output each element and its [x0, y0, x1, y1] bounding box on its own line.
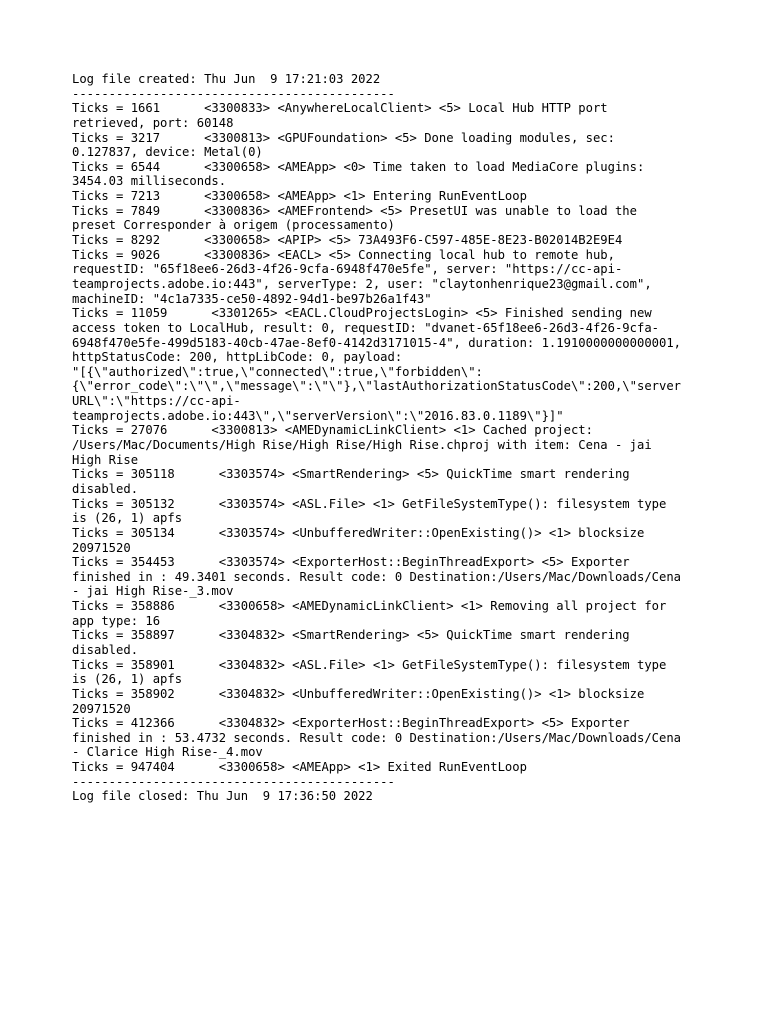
log-line: machineID: "4c1a7335-ce50-4892-94d1-be97b26a1f43" [72, 291, 432, 306]
log-line: Ticks = 305132 <3303574> <ASL.File> <1> GetFileSystemType(): filesystem type [72, 496, 667, 511]
log-line: httpStatusCode: 200, httpLibCode: 0, payload: [72, 350, 403, 365]
log-line: /Users/Mac/Documents/High Rise/High Rise/High Rise.chproj with item: Cena - jai [72, 438, 652, 453]
log-line: Ticks = 358902 <3304832> <UnbufferedWriter::OpenExisting()> <1> blocksize [72, 686, 645, 701]
log-line: preset Corresponder à origem (processamento) [72, 218, 395, 233]
log-line: Ticks = 305118 <3303574> <SmartRendering> <5> QuickTime smart rendering [72, 467, 630, 482]
log-line: Ticks = 3217 <3300813> <GPUFoundation> <5> Done loading modules, sec: [72, 130, 615, 145]
log-line: Ticks = 7213 <3300658> <AMEApp> <1> Entering RunEventLoop [72, 189, 527, 204]
log-line: finished in : 49.3401 seconds. Result code: 0 Destination:/Users/Mac/Downloads/Cena [72, 569, 682, 584]
log-line: Ticks = 7849 <3300836> <AMEFrontend> <5> PresetUI was unable to load the [72, 203, 637, 218]
log-line: 20971520 [72, 540, 131, 555]
log-line: 6948f470e5fe-499d5183-40cb-47ae-8ef0-4142d3171015-4", duration: 1.1910000000000001, [72, 335, 682, 350]
log-line: Ticks = 6544 <3300658> <AMEApp> <0> Time taken to load MediaCore plugins: [72, 159, 645, 174]
log-line: Ticks = 358886 <3300658> <AMEDynamicLinkClient> <1> Removing all project for [72, 599, 667, 614]
log-lines [72, 101, 702, 774]
log-line: finished in : 53.4732 seconds. Result code: 0 Destination:/Users/Mac/Downloads/Cena [72, 730, 682, 745]
log-line: Ticks = 358897 <3304832> <SmartRendering> <5> QuickTime smart rendering [72, 628, 630, 643]
log-line: High Rise [72, 452, 139, 467]
separator-top: -------------------------------------------- [72, 86, 395, 101]
log-line: is (26, 1) apfs [72, 672, 183, 687]
log-line: URL\":\"https://cc-api- [72, 394, 241, 409]
log-line: Ticks = 947404 <3300658> <AMEApp> <1> Exited RunEventLoop [72, 760, 527, 775]
log-line: is (26, 1) apfs [72, 511, 183, 526]
log-line: access token to LocalHub, result: 0, requestID: "dvanet-65f18ee6-26d3-4f26-9cfa- [72, 320, 659, 335]
log-header: Log file created: Thu Jun 9 17:21:03 2022 [72, 72, 381, 86]
log-line: teamprojects.adobe.io:443\",\"serverVersion\":\"2016.83.0.1189\"}]" [72, 408, 564, 423]
log-line: - jai High Rise-_3.mov [72, 584, 234, 599]
log-line: Ticks = 1661 <3300833> <AnywhereLocalClient> <5> Local Hub HTTP port [72, 101, 608, 116]
log-line: Ticks = 358901 <3304832> <ASL.File> <1> GetFileSystemType(): filesystem type [72, 657, 667, 672]
log-line: Ticks = 27076 <3300813> <AMEDynamicLinkClient> <1> Cached project: [72, 423, 593, 438]
log-line: Ticks = 305134 <3303574> <UnbufferedWriter::OpenExisting()> <1> blocksize [72, 525, 645, 540]
log-line: Ticks = 412366 <3304832> <ExporterHost::BeginThreadExport> <5> Exporter [72, 716, 630, 731]
log-line: Ticks = 9026 <3300836> <EACL> <5> Connecting local hub to remote hub, [72, 247, 615, 262]
log-line: Ticks = 11059 <3301265> <EACL.CloudProjectsLogin> <5> Finished sending new [72, 306, 652, 321]
separator-bottom: -------------------------------------------- [72, 774, 395, 789]
log-line: 0.127837, device: Metal(0) [72, 145, 263, 160]
log-line: teamprojects.adobe.io:443", serverType: 2, user: "claytonhenrique23@gmail.com", [72, 276, 652, 291]
log-document [72, 72, 702, 804]
log-line: disabled. [72, 642, 139, 657]
log-line: 3454.03 milliseconds. [72, 174, 227, 189]
log-line: Ticks = 354453 <3303574> <ExporterHost::BeginThreadExport> <5> Exporter [72, 555, 630, 570]
log-line: retrieved, port: 60148 [72, 115, 234, 130]
log-line: disabled. [72, 481, 139, 496]
log-line: 20971520 [72, 701, 131, 716]
log-line: - Clarice High Rise-_4.mov [72, 745, 263, 760]
log-line: requestID: "65f18ee6-26d3-4f26-9cfa-6948f470e5fe", server: "https://cc-api- [72, 262, 623, 277]
log-line: "[{\"authorized\":true,\"connected\":true,\"forbidden\": [72, 364, 483, 379]
log-line: app type: 16 [72, 613, 161, 628]
log-line: Ticks = 8292 <3300658> <APIP> <5> 73A493F6-C597-485E-8E23-B02014B2E9E4 [72, 233, 623, 248]
log-line: {\"error_code\":\"\",\"message\":\"\"},\"lastAuthorizationStatusCode\":200,\"server [72, 379, 682, 394]
log-footer: Log file closed: Thu Jun 9 17:36:50 2022 [72, 789, 373, 804]
